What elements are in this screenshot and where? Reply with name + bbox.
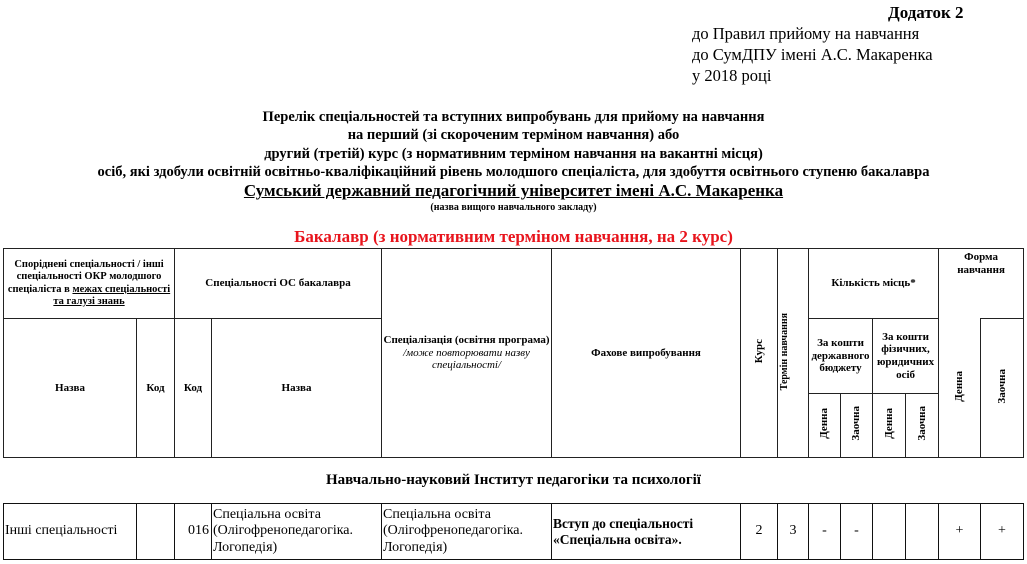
header-bachelor-group: Спеціальності ОС бакалавра [175, 249, 382, 319]
header-term [778, 249, 809, 458]
header-form-extramural-label: Заочна [995, 368, 1008, 404]
cell-related-name: Інші спеціальності [4, 504, 137, 560]
annex-title: Додаток 2 [888, 3, 964, 22]
header-table [3, 248, 1024, 458]
header-budget-extramural-label: Заочна [850, 406, 863, 441]
header-exam: Фахове випробування [552, 249, 741, 458]
header-private-extramural-label: Заочна [915, 406, 928, 441]
header-form: Форма навчання [939, 249, 1024, 319]
header-name-1: Назва [4, 319, 137, 458]
cell-private-day [873, 504, 906, 560]
degree-title: Бакалавр (з нормативним терміном навчання, на 2 курс) [294, 227, 733, 246]
annex-line-1: до Правил прийому на навчання [692, 24, 920, 43]
header-private-extramural [906, 394, 939, 458]
header-private: За кошти фізичних, юридичних осіб [873, 319, 939, 394]
header-specialization-note: /може повторювати назву спеціальності/ [403, 346, 530, 372]
header-form-day [939, 319, 981, 458]
cell-form-extramural: + [981, 504, 1024, 560]
university-name: Сумський державний педагогічний університет імені А.С. Макаренка [243, 181, 784, 200]
header-code-2: Код [175, 319, 212, 458]
header-state-budget: За кошти державного бюджету [809, 319, 873, 394]
cell-specialization: Спеціальна освіта (Олігофренопедагогіка. Логопедія) [382, 504, 552, 560]
header-budget-extramural [841, 394, 873, 458]
header-code-1: Код [137, 319, 175, 458]
heading-line-2: на перший (зі скороченим терміном навчання) або [347, 127, 680, 143]
header-course [741, 249, 778, 458]
cell-private-extramural [906, 504, 939, 560]
header-form-day-label: Денна [953, 370, 966, 402]
cell-code: 016 [175, 504, 212, 560]
cell-name: Спеціальна освіта (Олігофренопедагогіка. Логопедія) [212, 504, 382, 560]
heading-line-1: Перелік спеціальностей та вступних випробувань для прийому на навчання [262, 109, 765, 125]
annex-line-2: до СумДПУ імені А.С. Макаренка [692, 45, 933, 64]
annex-line-3: у 2018 році [692, 66, 772, 85]
cell-term: 3 [778, 504, 809, 560]
header-course-label: Курс [752, 339, 765, 364]
header-related-group [4, 249, 175, 319]
header-specialization-title: Спеціалізація (освітня програма) [383, 334, 550, 347]
cell-course: 2 [741, 504, 778, 560]
header-budget-day-label: Денна [818, 408, 831, 440]
header-places: Кількість місць* [809, 249, 939, 319]
header-private-day-label: Денна [882, 408, 895, 440]
heading-line-3: другий (третій) курс (з нормативним терміном навчання на вакантні місця) [264, 146, 763, 162]
cell-budget-day: - [809, 504, 841, 560]
institute-title: Навчально-науковий Інститут педагогіки та психології [326, 472, 701, 488]
cell-related-code [137, 504, 175, 560]
data-table [3, 503, 1024, 560]
cell-budget-extramural: - [841, 504, 873, 560]
heading-line-4: осіб, які здобули освітній освітньо-кваліфікаційний рівень молодшого спеціаліста, для здобуття освітнього ступеню бакалавра [97, 164, 930, 180]
header-related-group-underlined: межах спеціальності та галузі знань [53, 283, 171, 307]
cell-exam: Вступ до спеціальності «Спеціальна освіта». [552, 504, 741, 560]
header-specialization [382, 249, 552, 458]
header-budget-day [809, 394, 841, 458]
header-private-day [873, 394, 906, 458]
header-form-extramural [981, 319, 1024, 458]
table-row [4, 504, 1024, 560]
cell-form-day: + [939, 504, 981, 560]
header-name-2: Назва [212, 319, 382, 458]
university-note: (назва вищого навчального закладу) [430, 202, 597, 213]
header-term-label: Термін навчання [779, 312, 791, 390]
header-related-group-text: Споріднені спеціальності / інші спеціальності ОКР молодшого спеціаліста в [7, 259, 164, 295]
